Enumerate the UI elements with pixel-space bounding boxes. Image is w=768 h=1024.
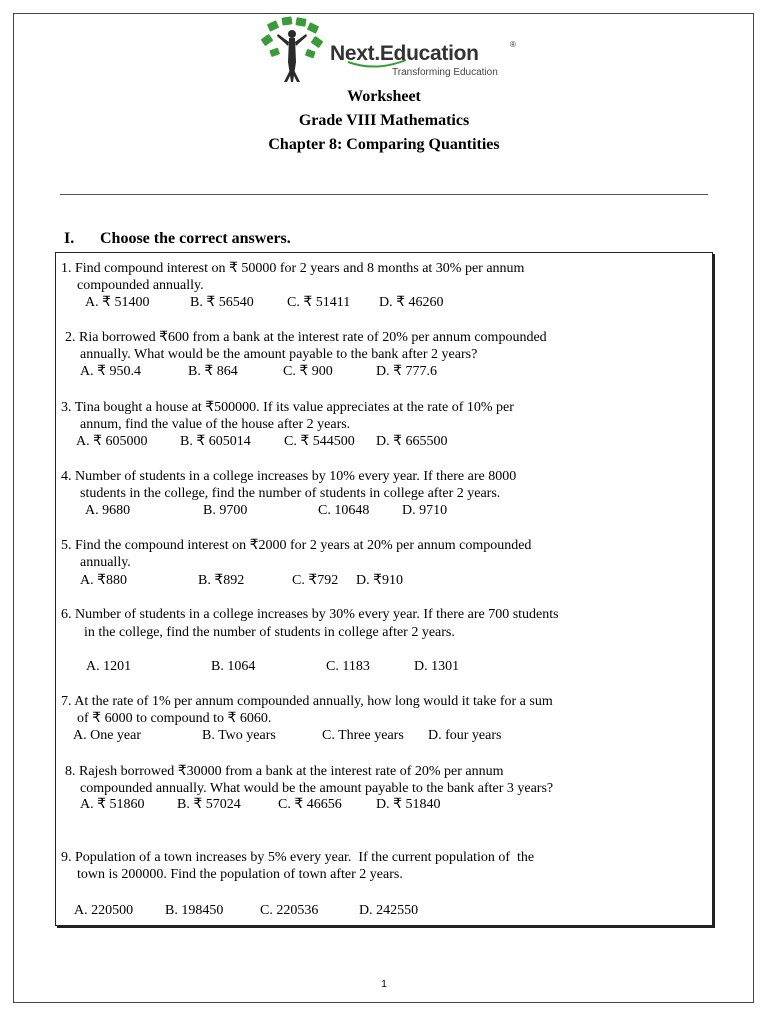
question-8-option-d: D. ₹ 51840 — [376, 797, 441, 812]
question-5-option-d: D. ₹910 — [356, 573, 404, 588]
question-3-option-c: C. ₹ 544500 — [284, 434, 355, 449]
registered-mark: ® — [510, 40, 516, 49]
question-5-line-2: annually. — [80, 555, 131, 570]
question-3-option-d: D. ₹ 665500 — [376, 434, 448, 449]
question-4-option-a: A. 9680 — [85, 503, 131, 518]
question-8-option-a: A. ₹ 51860 — [80, 797, 145, 812]
question-5-line-1: 5. Find the compound interest on ₹2000 for 2 years at 20% per annum compounded — [61, 538, 532, 553]
question-5-option-c: C. ₹792 — [292, 573, 339, 588]
question-9-option-a: A. 220500 — [74, 903, 134, 918]
question-4-line-1: 4. Number of students in a college increases by 10% every year. If there are 8000 — [61, 469, 517, 484]
logo-tagline: Transforming Education — [392, 67, 498, 78]
question-7-option-d: D. four years — [428, 728, 502, 743]
section-heading — [64, 230, 291, 248]
question-6-option-a: A. 1201 — [86, 659, 132, 674]
question-3-line-1: 3. Tina bought a house at ₹500000. If its value appreciates at the rate of 10% per — [61, 400, 514, 415]
worksheet-title: Worksheet — [347, 88, 421, 105]
section-heading-text: Choose the correct answers. — [100, 230, 291, 247]
question-6-line-1: 6. Number of students in a college increases by 30% every year. If there are 700 students — [61, 607, 559, 622]
question-1-option-b: B. ₹ 56540 — [190, 295, 254, 310]
question-3-option-b: B. ₹ 605014 — [180, 434, 251, 449]
question-9-line-1: 9. Population of a town increases by 5% every year. If the current population of the — [61, 850, 535, 865]
question-7-option-c: C. Three years — [322, 728, 404, 743]
question-8-line-1: 8. Rajesh borrowed ₹30000 from a bank at the interest rate of 20% per annum — [65, 764, 504, 779]
question-1-line-2: compounded annually. — [77, 278, 204, 293]
question-1-option-c: C. ₹ 51411 — [287, 295, 351, 310]
question-4-option-d: D. 9710 — [402, 503, 448, 518]
question-2-option-c: C. ₹ 900 — [283, 364, 333, 379]
question-7-line-1: 7. At the rate of 1% per annum compounded annually, how long would it take for a sum — [61, 694, 553, 709]
page-number: 1 — [381, 979, 387, 990]
question-2-option-b: B. ₹ 864 — [188, 364, 238, 379]
question-5-option-a: A. ₹880 — [80, 573, 128, 588]
question-2-line-1: 2. Ria borrowed ₹600 from a bank at the interest rate of 20% per annum compounded — [65, 330, 547, 345]
section-number: I. — [64, 230, 75, 247]
question-2-option-a: A. ₹ 950.4 — [80, 364, 142, 379]
question-3-line-2: annum, find the value of the house after 2 years. — [80, 417, 351, 432]
question-7-option-a: A. One year — [73, 728, 142, 743]
question-1-line-1: 1. Find compound interest on ₹ 50000 for 2 years and 8 months at 30% per annum — [61, 261, 525, 276]
question-2-option-d: D. ₹ 777.6 — [376, 364, 438, 379]
question-8-option-c: C. ₹ 46656 — [278, 797, 342, 812]
question-6-option-c: C. 1183 — [326, 659, 370, 674]
question-8-line-2: compounded annually. What would be the amount payable to the bank after 3 years? — [80, 781, 554, 796]
question-3-option-a: A. ₹ 605000 — [76, 434, 148, 449]
question-6-option-d: D. 1301 — [414, 659, 460, 674]
question-4-line-2: students in the college, find the number of students in college after 2 years. — [80, 486, 501, 501]
question-1-option-d: D. ₹ 46260 — [379, 295, 444, 310]
chapter-title: Chapter 8: Comparing Quantities — [268, 136, 500, 153]
question-8-option-b: B. ₹ 57024 — [177, 797, 241, 812]
question-6-line-2: in the college, find the number of students in college after 2 years. — [84, 625, 455, 640]
question-6-option-b: B. 1064 — [211, 659, 256, 674]
question-7-line-2: of ₹ 6000 to compound to ₹ 6060. — [77, 711, 272, 726]
grade-subject: Grade VIII Mathematics — [298, 112, 470, 129]
question-4-option-c: C. 10648 — [318, 503, 370, 518]
header-divider — [60, 194, 708, 195]
question-5-option-b: B. ₹892 — [198, 573, 245, 588]
question-1-option-a: A. ₹ 51400 — [85, 295, 150, 310]
question-9-option-b: B. 198450 — [165, 903, 224, 918]
question-9-option-d: D. 242550 — [359, 903, 419, 918]
logo-text: Next.Education — [330, 42, 479, 65]
question-4-option-b: B. 9700 — [203, 503, 248, 518]
question-9-option-c: C. 220536 — [260, 903, 319, 918]
question-2-line-2: annually. What would be the amount payable to the bank after 2 years? — [80, 347, 478, 362]
question-9-line-2: town is 200000. Find the population of town after 2 years. — [77, 867, 403, 882]
question-7-option-b: B. Two years — [202, 728, 276, 743]
